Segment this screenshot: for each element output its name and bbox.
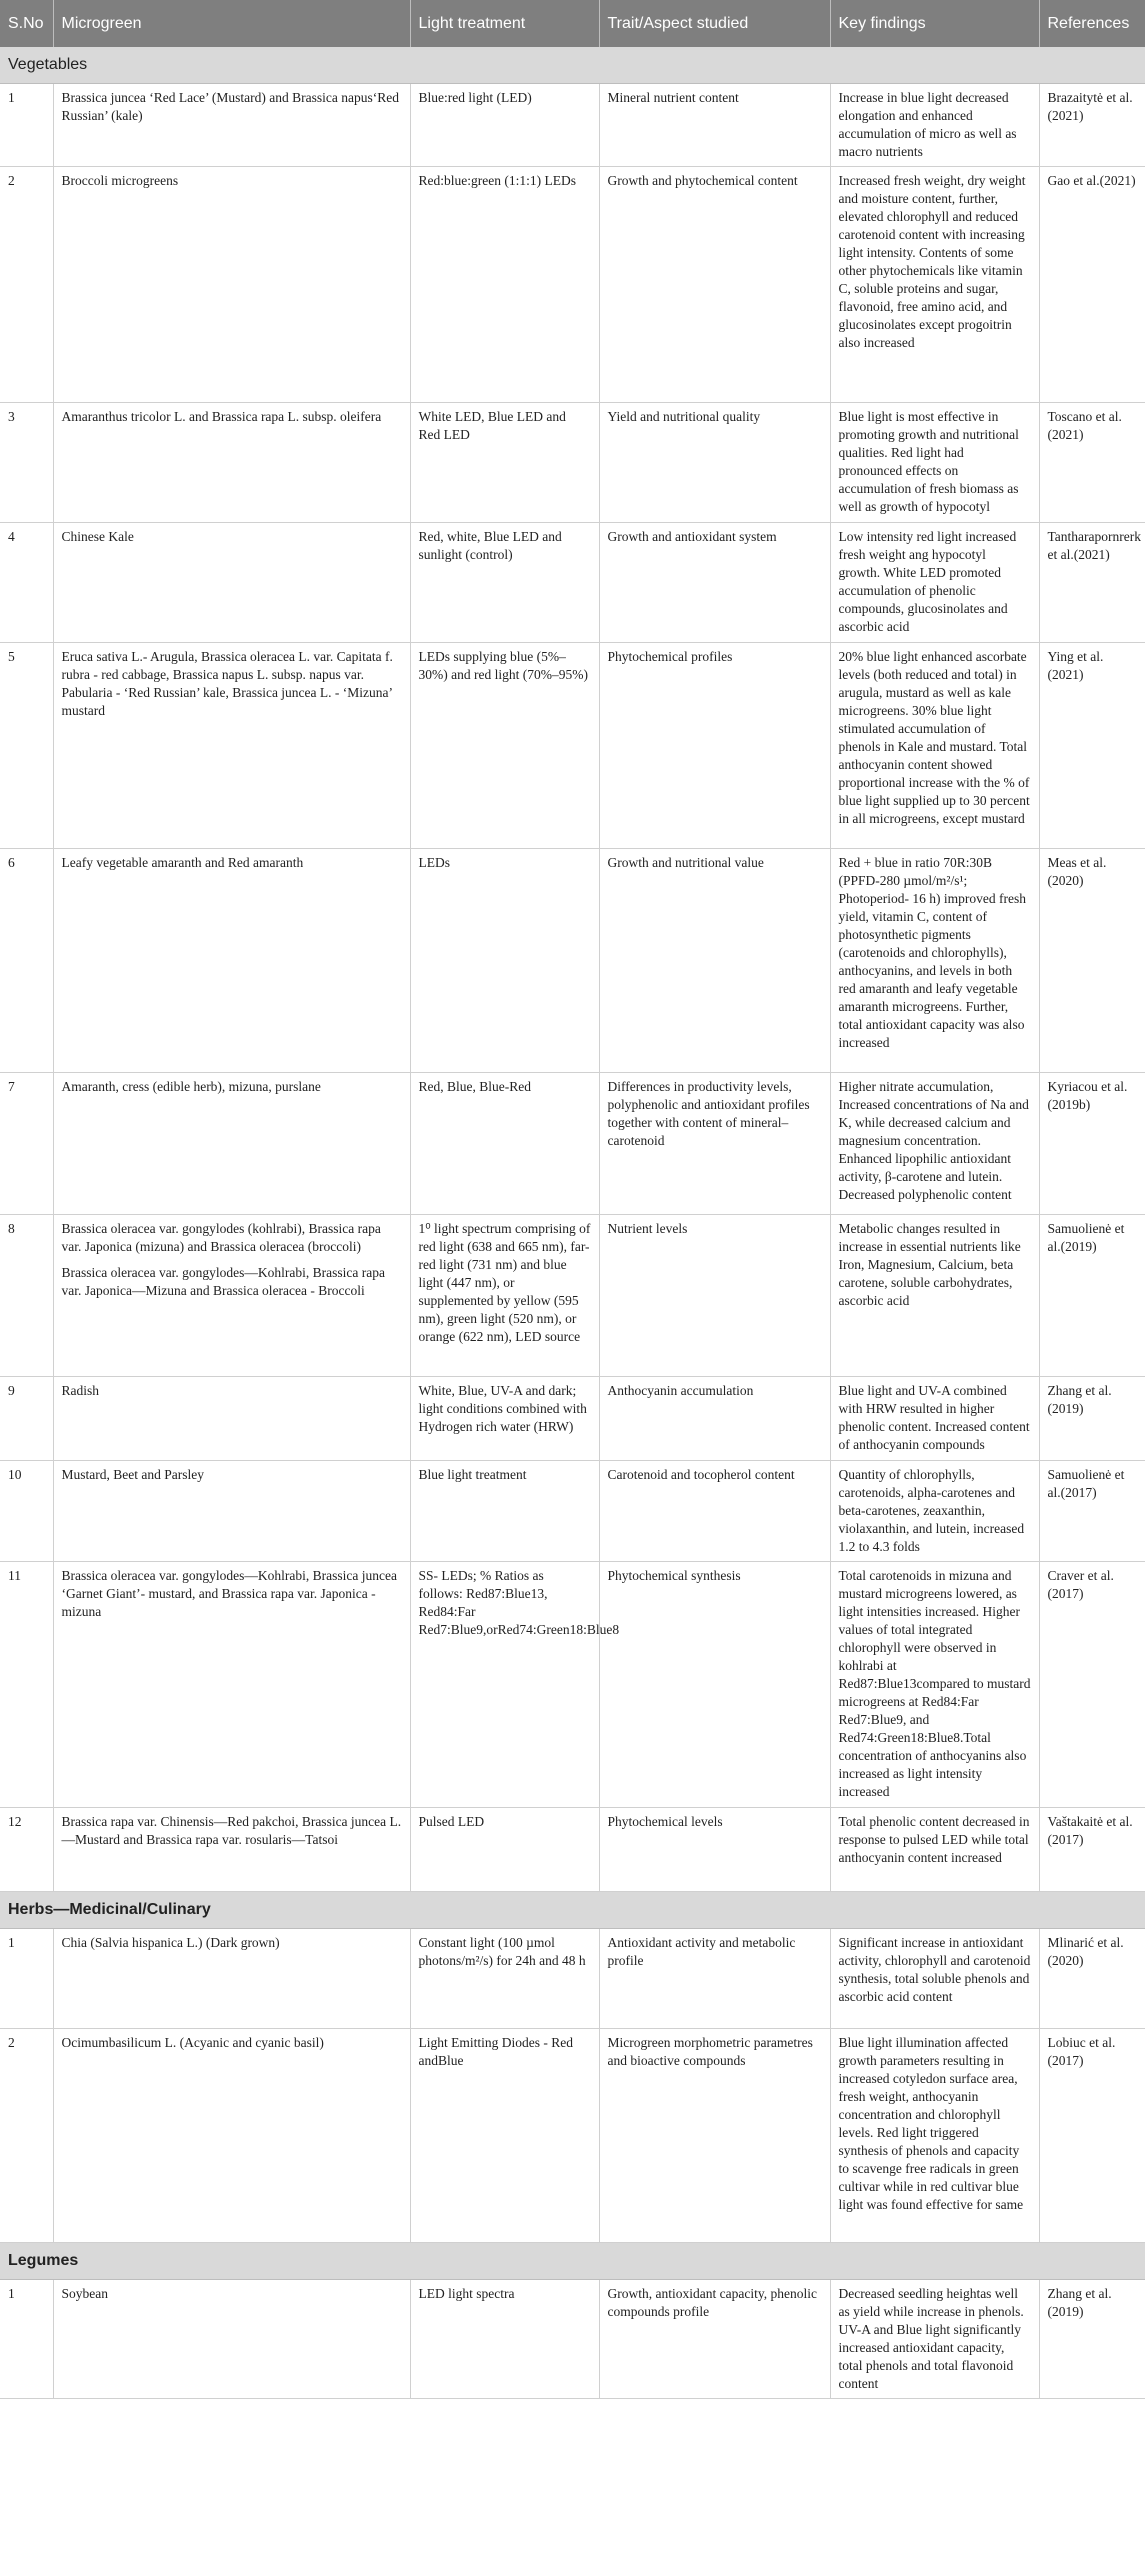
- cell-trait: Phytochemical synthesis: [599, 1562, 830, 1808]
- cell-sno: 11: [0, 1562, 53, 1808]
- table-row: [0, 2280, 1145, 2399]
- cell-sno: 2: [0, 167, 53, 403]
- cell-ref: Brazaitytė et al.(2021): [1039, 84, 1145, 167]
- microgreen-names-line-1: Brassica oleracea var. gongylodes (kohlrabi), Brassica rapa var. Japonica (mizuna) and Brassica oleracea (broccoli): [61, 1221, 381, 1254]
- cell-findings: Low intensity red light increased fresh weight ang hypocotyl growth. White LED promoted accumulation of phenolic compounds, glucosinolates and ascorbic acid: [830, 523, 1039, 643]
- cell-trait: Antioxidant activity and metabolic profile: [599, 1929, 830, 2029]
- cell-findings: Significant increase in antioxidant activity, chlorophyll and carotenoid synthesis, total soluble phenols and ascorbic acid content: [830, 1929, 1039, 2029]
- cell-sno: 10: [0, 1461, 53, 1562]
- cell-microgreen: Brassica juncea ‘Red Lace’ (Mustard) and Brassica napus‘Red Russian’ (kale): [53, 84, 410, 167]
- cell-trait: Phytochemical levels: [599, 1808, 830, 1892]
- cell-sno: 7: [0, 1073, 53, 1215]
- cell-microgreen: Soybean: [53, 2280, 410, 2399]
- cell-sno: 6: [0, 849, 53, 1073]
- cell-light: 1⁰ light spectrum comprising of red light (638 and 665 nm), far-red light (731 nm) and blue light (447 nm), or supplemented by yellow (595 nm), green light (520 nm), or orange (622 nm), LED source: [410, 1215, 599, 1377]
- cell-findings: Total phenolic content decreased in response to pulsed LED while total anthocyanin content increased: [830, 1808, 1039, 1892]
- cell-ref: Samuolienė et al.(2017): [1039, 1461, 1145, 1562]
- cell-findings: Total carotenoids in mizuna and mustard microgreens lowered, as light intensities increased. Higher values of total integrated chlorophyll were observed in kohlrabi at Red87:Blue13compared to mustard microgreens at Red84:Far Red7:Blue9, and Red74:Green18:Blue8.Total concentration of anthocyanins also increased as light intensity increased: [830, 1562, 1039, 1808]
- cell-ref: Vaštakaitė et al.(2017): [1039, 1808, 1145, 1892]
- header-trait: Trait/Aspect studied: [599, 0, 830, 47]
- cell-ref: Kyriacou et al.(2019b): [1039, 1073, 1145, 1215]
- table-row: [0, 1215, 1145, 1377]
- section-row-herbs: [0, 1892, 1145, 1929]
- cell-trait: Growth and phytochemical content: [599, 167, 830, 403]
- cell-light: Blue:red light (LED): [410, 84, 599, 167]
- section-row-vegetables: [0, 47, 1145, 84]
- cell-sno: 8: [0, 1215, 53, 1377]
- cell-trait: Growth, antioxidant capacity, phenolic compounds profile: [599, 2280, 830, 2399]
- header-sno: S.No: [0, 0, 53, 47]
- cell-microgreen: Eruca sativa L.- Arugula, Brassica oleracea L. var. Capitata f. rubra - red cabbage, Brassica napus L. subsp. napus var. Pabularia - ‘Red Russian’ kale, Brassica juncea L. - ‘Mizuna’ mustard: [53, 643, 410, 849]
- cell-sno: 5: [0, 643, 53, 849]
- table-row: [0, 1929, 1145, 2029]
- table-row: [0, 403, 1145, 523]
- cell-ref: Mlinarić et al.(2020): [1039, 1929, 1145, 2029]
- cell-light: Red, white, Blue LED and sunlight (control): [410, 523, 599, 643]
- cell-ref: Craver et al.(2017): [1039, 1562, 1145, 1808]
- cell-ref: Zhang et al.(2019): [1039, 1377, 1145, 1461]
- cell-trait: Nutrient levels: [599, 1215, 830, 1377]
- cell-ref: Toscano et al.(2021): [1039, 403, 1145, 523]
- cell-findings: Blue light and UV-A combined with HRW resulted in higher phenolic content. Increased content of anthocyanin compounds: [830, 1377, 1039, 1461]
- cell-trait: Phytochemical profiles: [599, 643, 830, 849]
- cell-light: LED light spectra: [410, 2280, 599, 2399]
- cell-light: LEDs supplying blue (5%–30%) and red light (70%–95%): [410, 643, 599, 849]
- cell-microgreen: Ocimumbasilicum L. (Acyanic and cyanic basil): [53, 2029, 410, 2243]
- cell-findings: 20% blue light enhanced ascorbate levels (both reduced and total) in arugula, mustard as well as kale microgreens. 30% blue light stimulated accumulation of phenols in Kale and mustard. Total anthocyanin content showed proportional increase with the % of blue light supplied up to 30 percent in all microgreens, except mustard: [830, 643, 1039, 849]
- microgreen-names-line-2: Brassica oleracea var. gongylodes—Kohlrabi, Brassica rapa var. Japonica—Mizuna and Brassica oleracea - Broccoli: [61, 1265, 386, 1298]
- cell-light: Pulsed LED: [410, 1808, 599, 1892]
- cell-trait: Growth and nutritional value: [599, 849, 830, 1073]
- cell-findings: Increased fresh weight, dry weight and moisture content, further, elevated chlorophyll and reduced carotenoid content with increasing light intensity. Contents of some other phytochemicals like vitamin C, soluble proteins and sugar, flavonoid, free amino acid, and glucosinolates except progoitrin also increased: [830, 167, 1039, 403]
- cell-microgreen: Amaranthus tricolor L. and Brassica rapa L. subsp. oleifera: [53, 403, 410, 523]
- cell-findings: Increase in blue light decreased elongation and enhanced accumulation of micro as well as macro nutrients: [830, 84, 1039, 167]
- cell-findings: Higher nitrate accumulation, Increased concentrations of Na and K, while decreased calcium and magnesium concentration. Enhanced lipophilic antioxidant activity, β-carotene and lutein. Decreased polyphenolic content: [830, 1073, 1039, 1215]
- cell-trait: Growth and antioxidant system: [599, 523, 830, 643]
- cell-light: White, Blue, UV-A and dark; light conditions combined with Hydrogen rich water (HRW): [410, 1377, 599, 1461]
- cell-light: Red:blue:green (1:1:1) LEDs: [410, 167, 599, 403]
- cell-trait: Differences in productivity levels, polyphenolic and antioxidant profiles together with content of mineral–carotenoid: [599, 1073, 830, 1215]
- cell-microgreen: Amaranth, cress (edible herb), mizuna, purslane: [53, 1073, 410, 1215]
- cell-microgreen: Chia (Salvia hispanica L.) (Dark grown): [53, 1929, 410, 2029]
- table-row: [0, 1808, 1145, 1892]
- cell-microgreen: Radish: [53, 1377, 410, 1461]
- cell-light: LEDs: [410, 849, 599, 1073]
- cell-ref: Samuolienė et al.(2019): [1039, 1215, 1145, 1377]
- cell-findings: Quantity of chlorophylls, carotenoids, alpha-carotenes and beta-carotenes, zeaxanthin, violaxanthin, and lutein, increased 1.2 to 4.3 folds: [830, 1461, 1039, 1562]
- cell-ref: Lobiuc et al.(2017): [1039, 2029, 1145, 2243]
- cell-ref: Tantharapornrerk et al.(2021): [1039, 523, 1145, 643]
- table-row: [0, 1461, 1145, 1562]
- cell-microgreen: Brassica oleracea var. gongylodes—Kohlrabi, Brassica juncea ‘Garnet Giant’- mustard, and Brassica rapa var. Japonica - mizuna: [53, 1562, 410, 1808]
- cell-sno: 3: [0, 403, 53, 523]
- table-row: [0, 1073, 1145, 1215]
- cell-light: Red, Blue, Blue-Red: [410, 1073, 599, 1215]
- cell-microgreen: Broccoli microgreens: [53, 167, 410, 403]
- cell-light: SS- LEDs; % Ratios as follows: Red87:Blue13, Red84:Far Red7:Blue9,orRed74:Green18:Blue8: [410, 1562, 599, 1808]
- cell-sno: 1: [0, 1929, 53, 2029]
- cell-ref: Zhang et al. (2019): [1039, 2280, 1145, 2399]
- table-row: [0, 643, 1145, 849]
- cell-findings: Metabolic changes resulted in increase in essential nutrients like Iron, Magnesium, Calcium, beta carotene, soluble carbohydrates, ascorbic acid: [830, 1215, 1039, 1377]
- cell-trait: Microgreen morphometric parametres and bioactive compounds: [599, 2029, 830, 2243]
- cell-microgreen: [53, 1215, 410, 1377]
- cell-light: White LED, Blue LED and Red LED: [410, 403, 599, 523]
- cell-sno: 9: [0, 1377, 53, 1461]
- cell-trait: Yield and nutritional quality: [599, 403, 830, 523]
- cell-trait: Carotenoid and tocopherol content: [599, 1461, 830, 1562]
- header-microgreen: Microgreen: [53, 0, 410, 47]
- cell-findings: Blue light is most effective in promoting growth and nutritional qualities. Red light had pronounced effects on accumulation of fresh biomass as well as growth of hypocotyl: [830, 403, 1039, 523]
- table-row: [0, 523, 1145, 643]
- section-title-herbs: Herbs—Medicinal/Culinary: [0, 1892, 1145, 1929]
- cell-findings: Blue light illumination affected growth parameters resulting in increased cotyledon surface area, fresh weight, anthocyanin concentration and chlorophyll levels. Red light triggered synthesis of phenols and capacity to scavenge free radicals in green cultivar while in red cultivar blue light was found effective for same: [830, 2029, 1039, 2243]
- cell-sno: 12: [0, 1808, 53, 1892]
- cell-microgreen: Chinese Kale: [53, 523, 410, 643]
- section-title-vegetables: Vegetables: [0, 47, 1145, 84]
- table-row: [0, 2029, 1145, 2243]
- section-title-legumes: Legumes: [0, 2243, 1145, 2280]
- cell-ref: Meas et al.(2020): [1039, 849, 1145, 1073]
- cell-sno: 1: [0, 2280, 53, 2399]
- cell-trait: Mineral nutrient content: [599, 84, 830, 167]
- cell-microgreen: Brassica rapa var. Chinensis—Red pakchoi, Brassica juncea L.—Mustard and Brassica rapa var. rosularis—Tatsoi: [53, 1808, 410, 1892]
- section-row-legumes: [0, 2243, 1145, 2280]
- table-header-row: [0, 0, 1145, 47]
- table-row: [0, 849, 1145, 1073]
- cell-sno: 4: [0, 523, 53, 643]
- header-light-treatment: Light treatment: [410, 0, 599, 47]
- table-row: [0, 1562, 1145, 1808]
- cell-sno: 2: [0, 2029, 53, 2243]
- cell-light: Light Emitting Diodes - Red andBlue: [410, 2029, 599, 2243]
- table-row: [0, 167, 1145, 403]
- cell-microgreen: Mustard, Beet and Parsley: [53, 1461, 410, 1562]
- cell-trait: Anthocyanin accumulation: [599, 1377, 830, 1461]
- cell-ref: Ying et al.(2021): [1039, 643, 1145, 849]
- table-row: [0, 1377, 1145, 1461]
- cell-microgreen: Leafy vegetable amaranth and Red amaranth: [53, 849, 410, 1073]
- header-key-findings: Key findings: [830, 0, 1039, 47]
- cell-findings: Red + blue in ratio 70R:30B (PPFD-280 µmol/m²/s¹; Photoperiod- 16 h) improved fresh yield, vitamin C, content of photosynthetic pigments (carotenoids and chlorophylls), anthocyanins, and levels in both red amaranth and leafy vegetable amaranth microgreens. Further, total antioxidant capacity was also increased: [830, 849, 1039, 1073]
- cell-ref: Gao et al.(2021): [1039, 167, 1145, 403]
- cell-light: Blue light treatment: [410, 1461, 599, 1562]
- cell-light: Constant light (100 µmol photons/m²/s) for 24h and 48 h: [410, 1929, 599, 2029]
- table-row: [0, 84, 1145, 167]
- cell-findings: Decreased seedling heightas well as yield while increase in phenols. UV-A and Blue light significantly increased antioxidant capacity, total phenols and total flavonoid content: [830, 2280, 1039, 2399]
- header-references: References: [1039, 0, 1145, 47]
- cell-sno: 1: [0, 84, 53, 167]
